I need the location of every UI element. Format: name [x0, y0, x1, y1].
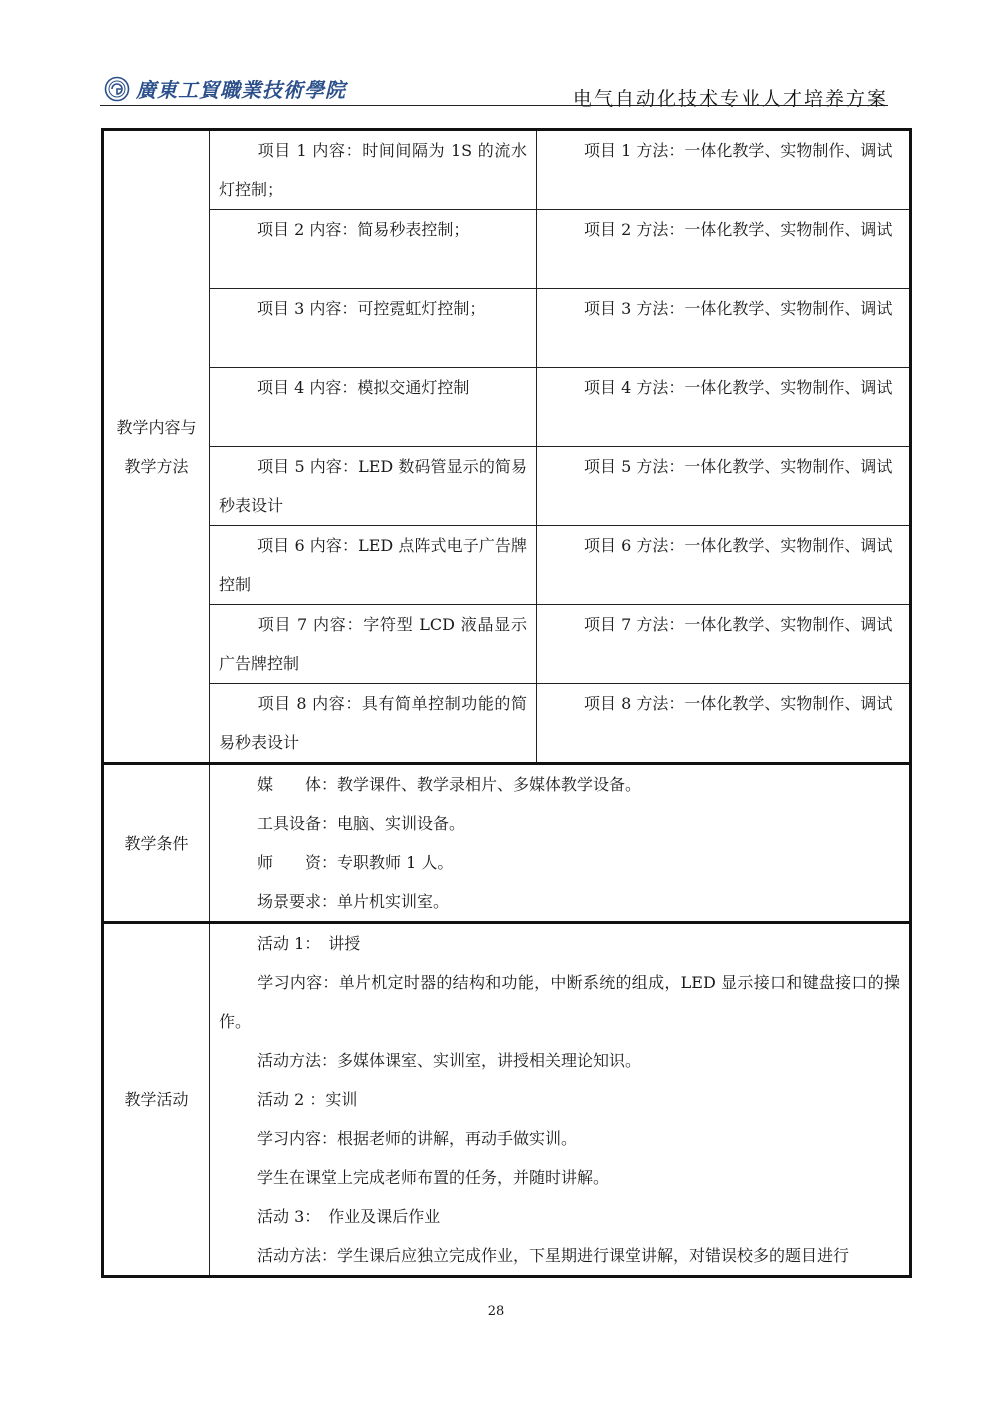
- project-content-cell: 项目 2 内容：简易秒表控制；: [210, 210, 537, 289]
- school-logo: [104, 74, 346, 103]
- page-header: [100, 70, 888, 110]
- project-method-cell: 项目 7 方法：一体化教学、实物制作、调试: [537, 605, 911, 684]
- document-title: 电气自动化技术专业人才培养方案: [572, 88, 888, 110]
- project-method-cell: 项目 4 方法：一体化教学、实物制作、调试: [537, 368, 911, 447]
- conditions-label: 教学条件: [103, 764, 210, 923]
- school-name: 廣東工貿職業技術學院: [136, 78, 346, 102]
- project-method-cell: 项目 8 方法：一体化教学、实物制作、调试: [537, 684, 911, 764]
- project-content-cell: 项目 7 内容：字符型 LCD 液晶显示广告牌控制: [210, 605, 537, 684]
- activities-content: 活动 1： 讲授 学习内容：单片机定时器的结构和功能，中断系统的组成，LED 显示接口和键盘接口的操作。 活动方法：多媒体课室、实训室，讲授相关理论知识。 活动 2 ：实训 学习内容：根据老师的讲解，再动手做实训。 学生在课堂上完成老师布置的任务，并随时讲解。 活动 3： 作业及课后作业 活动方法：学生课后应独立完成作业，下星期进行课堂讲解，对错误校多的题目进行: [210, 923, 911, 1277]
- content-method-section: [103, 130, 911, 764]
- conditions-content: 媒 体：教学课件、教学录相片、多媒体教学设备。 工具设备：电脑、实训设备。 师 资：专职教师 1 人。 场景要求：单片机实训室。: [210, 764, 911, 923]
- activities-label: 教学活动: [103, 923, 210, 1277]
- project-content-cell: 项目 1 内容：时间间隔为 1S 的流水灯控制；: [210, 130, 537, 210]
- project-content-cell: 项目 4 内容：模拟交通灯控制: [210, 368, 537, 447]
- page-number: 28: [487, 1304, 505, 1319]
- header-divider: [100, 105, 888, 106]
- project-method-cell: 项目 5 方法：一体化教学、实物制作、调试: [537, 447, 911, 526]
- content-method-label: 教学内容与 教学方法: [103, 130, 210, 764]
- curriculum-table: [101, 128, 912, 1278]
- project-method-cell: 项目 6 方法：一体化教学、实物制作、调试: [537, 526, 911, 605]
- conditions-section: [103, 764, 911, 923]
- project-content-cell: 项目 3 内容：可控霓虹灯控制；: [210, 289, 537, 368]
- project-content-cell: 项目 5 内容：LED 数码管显示的简易秒表设计: [210, 447, 537, 526]
- project-method-cell: 项目 2 方法：一体化教学、实物制作、调试: [537, 210, 911, 289]
- project-method-cell: 项目 1 方法：一体化教学、实物制作、调试: [537, 130, 911, 210]
- project-content-cell: 项目 6 内容：LED 点阵式电子广告牌控制: [210, 526, 537, 605]
- project-content-cell: 项目 8 内容：具有简单控制功能的简易秒表设计: [210, 684, 537, 764]
- activities-section: [103, 923, 911, 1277]
- project-method-cell: 项目 3 方法：一体化教学、实物制作、调试: [537, 289, 911, 368]
- school-emblem-icon: [104, 76, 130, 102]
